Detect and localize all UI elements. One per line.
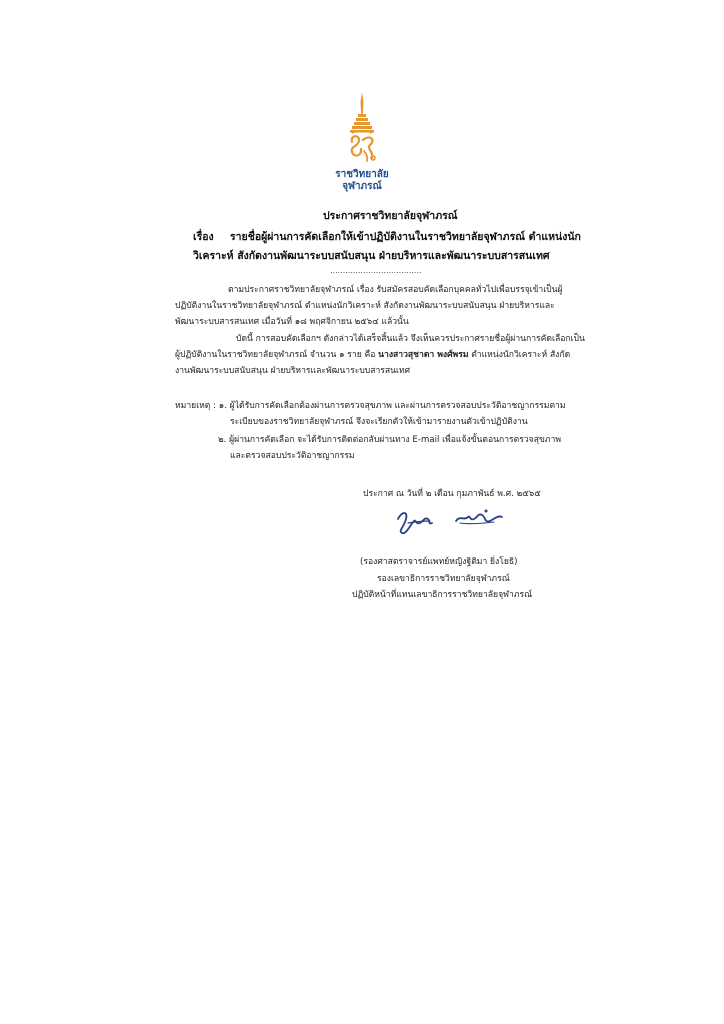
subject-line1: รายชื่อผู้ผ่านการคัดเลือกให้เข้าปฏิบัติงานในราชวิทยาลัยจุฬาภรณ์ ตำแหน่งนัก <box>230 231 581 243</box>
signer-title1: รองเลขาธิการราชวิทยาลัยจุฬาภรณ์ <box>377 574 510 584</box>
paragraph1-line3: พัฒนาระบบสารสนเทศ เมื่อวันที่ ๑๘ พฤศจิกายน ๒๕๖๔ แล้วนั้น <box>175 317 409 327</box>
notes-item2-line1: ๒. ผู้ผ่านการคัดเลือก จะได้รับการติดต่อกลับผ่านทาง E-mail เพื่อแจ้งขั้นตอนการตรวจสุขภาพ <box>218 435 561 445</box>
logo-name-line1: ราชวิทยาลัย <box>335 169 389 180</box>
selected-candidate-name: นางสาวสุชาดา พงศ์พรม <box>378 350 469 360</box>
paragraph2-line1: บัดนี้ การสอบคัดเลือกฯ ดังกล่าวได้เสร็จสิ้นแล้ว จึงเห็นควรประกาศรายชื่อผู้ผ่านการคัดเลือกเป็น <box>236 334 585 344</box>
paragraph1-line1: ตามประกาศราชวิทยาลัยจุฬาภรณ์ เรื่อง รับสมัครสอบคัดเลือกบุคคลทั่วไปเพื่อบรรจุเข้าเป็นผู้ <box>228 285 563 295</box>
signer-title2: ปฏิบัติหน้าที่แทนเลขาธิการราชวิทยาลัยจุฬาภรณ์ <box>352 590 533 600</box>
announcement-title: ประกาศราชวิทยาลัยจุฬาภรณ์ <box>323 210 458 222</box>
notes-item1-line2: ระเบียบของราชวิทยาลัยจุฬาภรณ์ จึงจะเรียกตัวให้เข้ามารายงานตัวเข้าปฏิบัติงาน <box>230 417 528 427</box>
subject-line2: วิเคราะห์ สังกัดงานพัฒนาระบบสนับสนุน ฝ่ายบริหารและพัฒนาระบบสารสนเทศ <box>193 250 550 262</box>
notes-label: หมายเหตุ : <box>175 401 219 411</box>
subject-label: เรื่อง <box>193 231 214 243</box>
notes-item1-text: ๑. ผู้ได้รับการคัดเลือกต้องผ่านการตรวจสุขภาพ และผ่านการตรวจสอบประวัติอาชญากรรมตาม <box>218 401 566 411</box>
paragraph2-line3: งานพัฒนาระบบสนับสนุน ฝ่ายบริหารและพัฒนาระบบสารสนเทศ <box>175 366 411 376</box>
paragraph2-line2 <box>175 349 570 362</box>
crown-emblem-icon <box>340 92 384 168</box>
signature-image <box>394 505 510 537</box>
paragraph2-line2-post: ตำแหน่งนักวิเคราะห์ สังกัด <box>468 350 571 360</box>
notes-item1-line1 <box>175 400 566 413</box>
notes-item2-line2: และตรวจสอบประวัติอาชญากรรม <box>230 451 355 461</box>
college-logo <box>332 92 392 192</box>
announcement-date: ประกาศ ณ วันที่ ๒ เดือน กุมภาพันธ์ พ.ศ. ๒๕๖๕ <box>363 489 541 499</box>
paragraph2-line2-pre: ผู้ปฏิบัติงานในราชวิทยาลัยจุฬาภรณ์ จำนวน ๑ ราย คือ <box>175 350 379 360</box>
logo-name-line2: จุฬาภรณ์ <box>342 181 382 192</box>
header-divider: .................................... <box>330 266 422 275</box>
signer-name: (รองศาสตราจารย์แพทย์หญิงฐิติมา ยิ่งโยธิ) <box>360 557 518 567</box>
paragraph1-line2: ปฏิบัติงานในราชวิทยาลัยจุฬาภรณ์ ตำแหน่งนักวิเคราะห์ สังกัดงานพัฒนาระบบสนับสนุน ฝ่ายบริหารและ <box>175 301 555 311</box>
